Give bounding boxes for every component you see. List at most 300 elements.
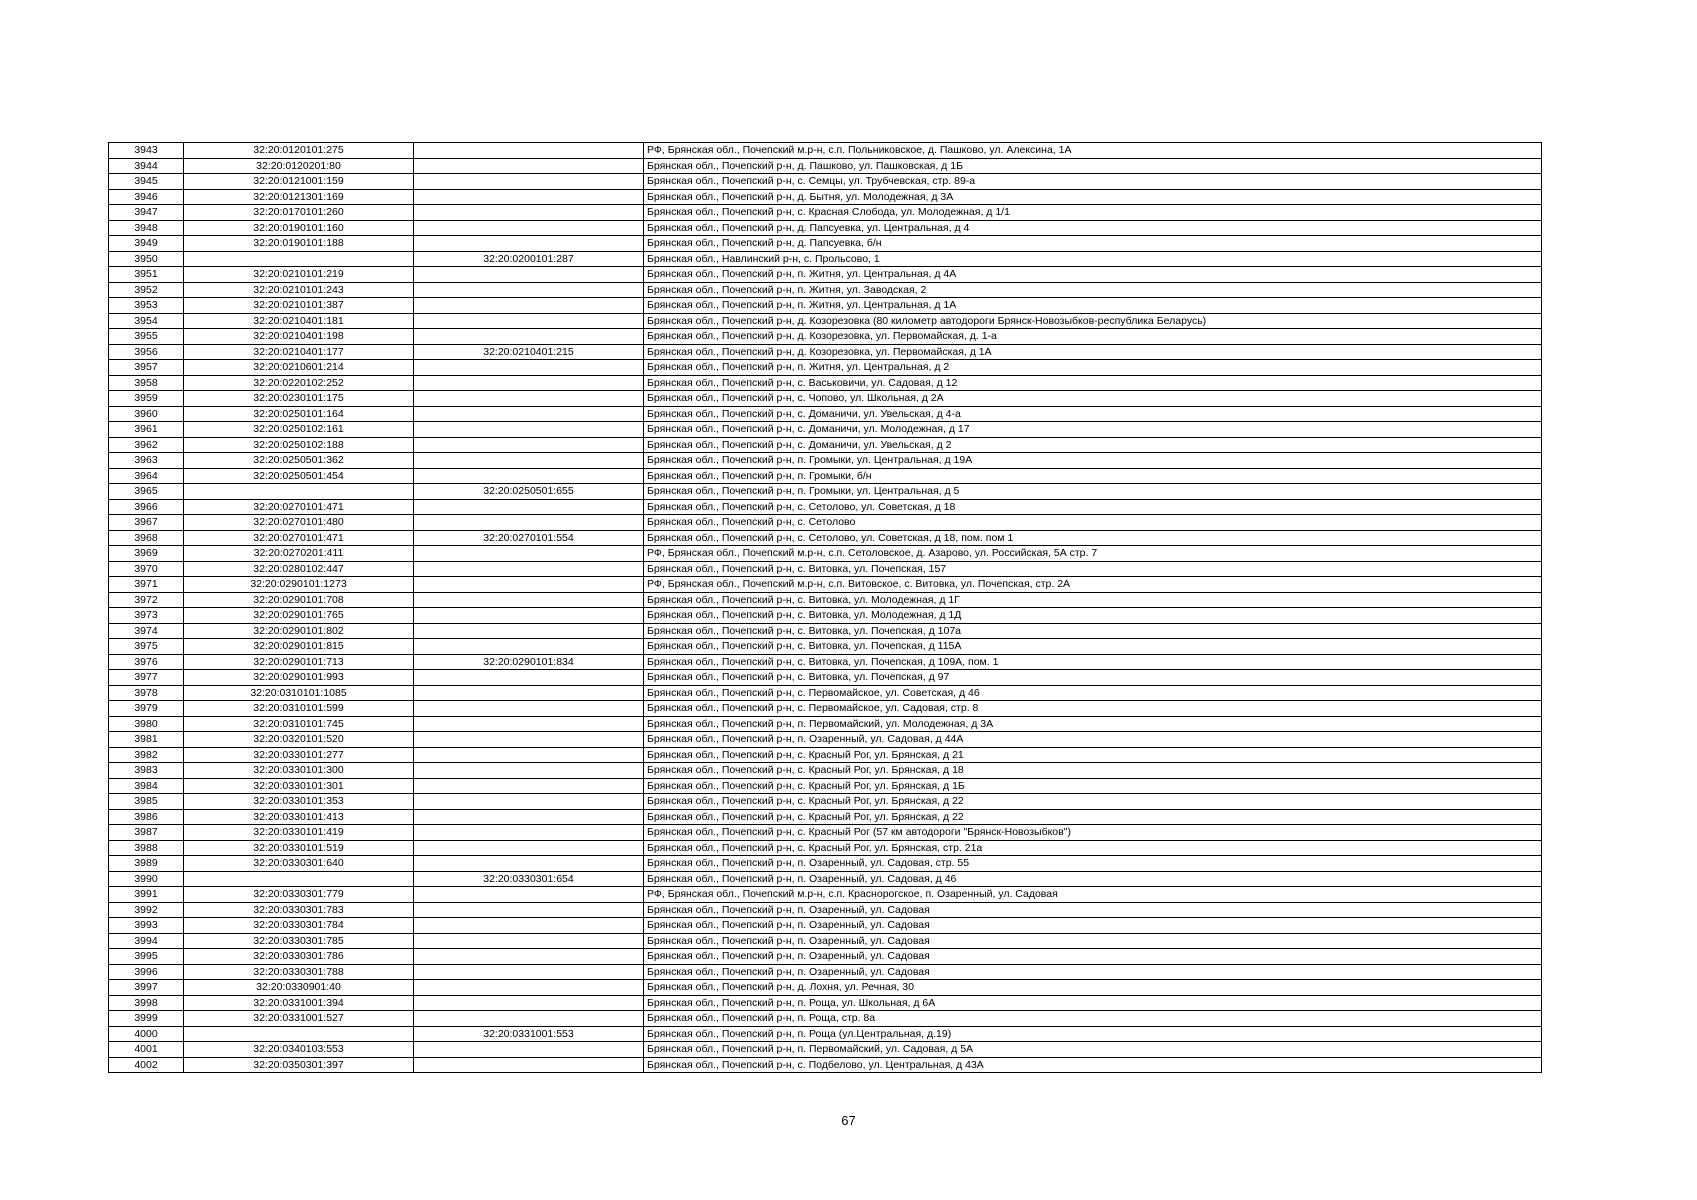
- address-cell: Брянская обл., Почепский р-н, п. Житня, ул. Заводская, 2: [644, 282, 1542, 298]
- table-row: [109, 654, 1542, 670]
- row-number-cell: 3983: [109, 763, 184, 779]
- second-cadastral-number-cell: [414, 468, 644, 484]
- cadastral-number-cell: 32:20:0190101:188: [184, 236, 414, 252]
- table-row: [109, 546, 1542, 562]
- cadastral-number-cell: 32:20:0310101:599: [184, 701, 414, 717]
- second-cadastral-number-cell: 32:20:0331001:553: [414, 1026, 644, 1042]
- cadastral-number-cell: 32:20:0120101:275: [184, 143, 414, 159]
- address-cell: Брянская обл., Почепский р-н, п. Озаренный, ул. Садовая, д 44А: [644, 732, 1542, 748]
- cadastral-number-cell: 32:20:0330101:353: [184, 794, 414, 810]
- address-cell: Брянская обл., Почепский р-н, п. Роща (ул.Центральная, д.19): [644, 1026, 1542, 1042]
- table-row: [109, 515, 1542, 531]
- table-row: [109, 344, 1542, 360]
- table-row: [109, 840, 1542, 856]
- cadastral-number-cell: 32:20:0330301:784: [184, 918, 414, 934]
- row-number-cell: 3959: [109, 391, 184, 407]
- row-number-cell: 3967: [109, 515, 184, 531]
- cadastral-number-cell: 32:20:0210101:243: [184, 282, 414, 298]
- row-number-cell: 3963: [109, 453, 184, 469]
- second-cadastral-number-cell: [414, 887, 644, 903]
- cadastral-number-cell: 32:20:0270101:480: [184, 515, 414, 531]
- second-cadastral-number-cell: [414, 406, 644, 422]
- address-cell: Брянская обл., Почепский р-н, д. Козорезовка, ул. Первомайская, д 1А: [644, 344, 1542, 360]
- table-row: [109, 592, 1542, 608]
- row-number-cell: 3993: [109, 918, 184, 934]
- row-number-cell: 3954: [109, 313, 184, 329]
- second-cadastral-number-cell: [414, 1057, 644, 1073]
- second-cadastral-number-cell: [414, 360, 644, 376]
- row-number-cell: 3965: [109, 484, 184, 500]
- row-number-cell: 3946: [109, 189, 184, 205]
- cadastral-number-cell: 32:20:0210601:214: [184, 360, 414, 376]
- row-number-cell: 3955: [109, 329, 184, 345]
- second-cadastral-number-cell: [414, 639, 644, 655]
- address-cell: Брянская обл., Почепский р-н, с. Доманичи, ул. Молодежная, д 17: [644, 422, 1542, 438]
- cadastral-number-cell: 32:20:0350301:397: [184, 1057, 414, 1073]
- address-cell: Брянская обл., Почепский р-н, п. Громыки, ул. Центральная, д 19А: [644, 453, 1542, 469]
- second-cadastral-number-cell: [414, 561, 644, 577]
- second-cadastral-number-cell: [414, 329, 644, 345]
- row-number-cell: 3972: [109, 592, 184, 608]
- address-cell: Брянская обл., Почепский р-н, д. Бытня, ул. Молодежная, д 3А: [644, 189, 1542, 205]
- address-cell: Брянская обл., Почепский р-н, с. Витовка, ул. Почепская, д 115А: [644, 639, 1542, 655]
- row-number-cell: 3966: [109, 499, 184, 515]
- cadastral-number-cell: 32:20:0290101:1273: [184, 577, 414, 593]
- address-cell: Брянская обл., Почепский р-н, п. Житня, ул. Центральная, д 1А: [644, 298, 1542, 314]
- address-cell: Брянская обл., Почепский р-н, с. Витовка, ул. Молодежная, д 1Г: [644, 592, 1542, 608]
- row-number-cell: 4000: [109, 1026, 184, 1042]
- table-row: [109, 995, 1542, 1011]
- row-number-cell: 3970: [109, 561, 184, 577]
- address-cell: Брянская обл., Почепский р-н, д. Пашково, ул. Пашковская, д 1Б: [644, 158, 1542, 174]
- cadastral-number-cell: 32:20:0290101:765: [184, 608, 414, 624]
- cadastral-number-cell: 32:20:0330301:779: [184, 887, 414, 903]
- row-number-cell: 3979: [109, 701, 184, 717]
- second-cadastral-number-cell: [414, 732, 644, 748]
- row-number-cell: 3974: [109, 623, 184, 639]
- address-cell: Брянская обл., Почепский р-н, п. Озаренный, ул. Садовая: [644, 949, 1542, 965]
- row-number-cell: 3976: [109, 654, 184, 670]
- row-number-cell: 3953: [109, 298, 184, 314]
- address-cell: РФ, Брянская обл., Почепский м.р-н, с.п. Витовское, с. Витовка, ул. Почепская, стр. 2А: [644, 577, 1542, 593]
- registry-table: [108, 142, 1542, 1073]
- table-row: [109, 205, 1542, 221]
- cadastral-number-cell: 32:20:0310101:745: [184, 716, 414, 732]
- row-number-cell: 3944: [109, 158, 184, 174]
- address-cell: Брянская обл., Почепский р-н, с. Красный Рог, ул. Брянская, д 18: [644, 763, 1542, 779]
- address-cell: Брянская обл., Почепский р-н, с. Сетолово, ул. Советская, д 18, пом. пом 1: [644, 530, 1542, 546]
- cadastral-number-cell: 32:20:0230101:175: [184, 391, 414, 407]
- row-number-cell: 3962: [109, 437, 184, 453]
- table-row: [109, 794, 1542, 810]
- row-number-cell: 3956: [109, 344, 184, 360]
- table-row: [109, 670, 1542, 686]
- address-cell: Брянская обл., Почепский р-н, п. Озаренный, ул. Садовая, стр. 55: [644, 856, 1542, 872]
- address-cell: Брянская обл., Почепский р-н, п. Озаренный, ул. Садовая: [644, 964, 1542, 980]
- address-cell: Брянская обл., Почепский р-н, п. Житня, ул. Центральная, д 4А: [644, 267, 1542, 283]
- address-cell: РФ, Брянская обл., Почепский м.р-н, с.п. Краснорогское, п. Озаренный, ул. Садовая: [644, 887, 1542, 903]
- table-row: [109, 220, 1542, 236]
- address-cell: Брянская обл., Почепский р-н, с. Подбелово, ул. Центральная, д 43А: [644, 1057, 1542, 1073]
- table-row: [109, 918, 1542, 934]
- second-cadastral-number-cell: [414, 375, 644, 391]
- table-row: [109, 1026, 1542, 1042]
- second-cadastral-number-cell: [414, 902, 644, 918]
- row-number-cell: 3985: [109, 794, 184, 810]
- cadastral-number-cell: 32:20:0330101:419: [184, 825, 414, 841]
- address-cell: Брянская обл., Почепский р-н, п. Озаренный, ул. Садовая: [644, 902, 1542, 918]
- table-row: [109, 747, 1542, 763]
- cadastral-number-cell: 32:20:0250102:161: [184, 422, 414, 438]
- cadastral-number-cell: 32:20:0210401:181: [184, 313, 414, 329]
- table-row: [109, 1011, 1542, 1027]
- second-cadastral-number-cell: 32:20:0290101:834: [414, 654, 644, 670]
- table-row: [109, 933, 1542, 949]
- address-cell: Брянская обл., Почепский р-н, с. Сетолово, ул. Советская, д 18: [644, 499, 1542, 515]
- row-number-cell: 3951: [109, 267, 184, 283]
- second-cadastral-number-cell: [414, 825, 644, 841]
- row-number-cell: 3949: [109, 236, 184, 252]
- row-number-cell: 3977: [109, 670, 184, 686]
- table-row: [109, 360, 1542, 376]
- cadastral-number-cell: 32:20:0270101:471: [184, 530, 414, 546]
- cadastral-number-cell: 32:20:0170101:260: [184, 205, 414, 221]
- address-cell: Брянская обл., Почепский р-н, с. Витовка, ул. Почепская, 157: [644, 561, 1542, 577]
- address-cell: Брянская обл., Почепский р-н, с. Первомайское, ул. Советская, д 46: [644, 685, 1542, 701]
- row-number-cell: 3957: [109, 360, 184, 376]
- table-row: [109, 422, 1542, 438]
- cadastral-number-cell: 32:20:0210401:198: [184, 329, 414, 345]
- second-cadastral-number-cell: [414, 220, 644, 236]
- cadastral-number-cell: 32:20:0290101:802: [184, 623, 414, 639]
- table-row: [109, 313, 1542, 329]
- cadastral-number-cell: 32:20:0290101:713: [184, 654, 414, 670]
- table-row: [109, 453, 1542, 469]
- address-cell: Брянская обл., Почепский р-н, с. Красный Рог, ул. Брянская, д 21: [644, 747, 1542, 763]
- address-cell: Брянская обл., Почепский р-н, п. Первомайский, ул. Садовая, д 5А: [644, 1042, 1542, 1058]
- row-number-cell: 3994: [109, 933, 184, 949]
- address-cell: Брянская обл., Почепский р-н, с. Красный Рог, ул. Брянская, д 22: [644, 794, 1542, 810]
- table-row: [109, 639, 1542, 655]
- row-number-cell: 3990: [109, 871, 184, 887]
- address-cell: Брянская обл., Почепский р-н, п. Роща, стр. 8а: [644, 1011, 1542, 1027]
- cadastral-number-cell: 32:20:0310101:1085: [184, 685, 414, 701]
- table-row: [109, 391, 1542, 407]
- address-cell: Брянская обл., Почепский р-н, с. Витовка, ул. Молодежная, д 1Д: [644, 608, 1542, 624]
- address-cell: Брянская обл., Почепский р-н, с. Витовка, ул. Почепская, д 97: [644, 670, 1542, 686]
- address-cell: Брянская обл., Почепский р-н, с. Доманичи, ул. Увельская, д 4-а: [644, 406, 1542, 422]
- table-row: [109, 685, 1542, 701]
- cadastral-number-cell: 32:20:0210101:219: [184, 267, 414, 283]
- row-number-cell: 3980: [109, 716, 184, 732]
- table-row: [109, 887, 1542, 903]
- table-row: [109, 964, 1542, 980]
- address-cell: Брянская обл., Почепский р-н, д. Папсуевка, б/н: [644, 236, 1542, 252]
- address-cell: Брянская обл., Почепский р-н, с. Чопово, ул. Школьная, д 2А: [644, 391, 1542, 407]
- row-number-cell: 3968: [109, 530, 184, 546]
- table-row: [109, 1057, 1542, 1073]
- row-number-cell: 3991: [109, 887, 184, 903]
- second-cadastral-number-cell: [414, 236, 644, 252]
- second-cadastral-number-cell: [414, 143, 644, 159]
- second-cadastral-number-cell: [414, 453, 644, 469]
- second-cadastral-number-cell: [414, 205, 644, 221]
- cadastral-number-cell: 32:20:0280102:447: [184, 561, 414, 577]
- table-row: [109, 251, 1542, 267]
- row-number-cell: 3948: [109, 220, 184, 236]
- second-cadastral-number-cell: [414, 298, 644, 314]
- second-cadastral-number-cell: [414, 716, 644, 732]
- row-number-cell: 3982: [109, 747, 184, 763]
- table-row: [109, 329, 1542, 345]
- table-row: [109, 732, 1542, 748]
- cadastral-number-cell: [184, 1026, 414, 1042]
- table-row: [109, 856, 1542, 872]
- address-cell: Брянская обл., Почепский р-н, с. Сетолово: [644, 515, 1542, 531]
- row-number-cell: 4002: [109, 1057, 184, 1073]
- row-number-cell: 3950: [109, 251, 184, 267]
- table-row: [109, 375, 1542, 391]
- second-cadastral-number-cell: [414, 809, 644, 825]
- second-cadastral-number-cell: 32:20:0210401:215: [414, 344, 644, 360]
- table-row: [109, 530, 1542, 546]
- table-row: [109, 236, 1542, 252]
- address-cell: Брянская обл., Почепский р-н, д. Лохня, ул. Речная, 30: [644, 980, 1542, 996]
- second-cadastral-number-cell: [414, 158, 644, 174]
- cadastral-number-cell: [184, 484, 414, 500]
- address-cell: Брянская обл., Почепский р-н, п. Житня, ул. Центральная, д 2: [644, 360, 1542, 376]
- address-cell: Брянская обл., Почепский р-н, с. Красная Слобода, ул. Молодежная, д 1/1: [644, 205, 1542, 221]
- row-number-cell: 3958: [109, 375, 184, 391]
- second-cadastral-number-cell: [414, 313, 644, 329]
- second-cadastral-number-cell: [414, 995, 644, 1011]
- second-cadastral-number-cell: [414, 592, 644, 608]
- table-row: [109, 701, 1542, 717]
- address-cell: РФ, Брянская обл., Почепский м.р-н, с.п. Сетоловское, д. Азарово, ул. Российская, 5А стр. 7: [644, 546, 1542, 562]
- table-row: [109, 809, 1542, 825]
- second-cadastral-number-cell: [414, 437, 644, 453]
- second-cadastral-number-cell: [414, 282, 644, 298]
- row-number-cell: 3986: [109, 809, 184, 825]
- row-number-cell: 3971: [109, 577, 184, 593]
- cadastral-number-cell: 32:20:0330301:640: [184, 856, 414, 872]
- table-row: [109, 499, 1542, 515]
- table-row: [109, 484, 1542, 500]
- cadastral-number-cell: 32:20:0340103:553: [184, 1042, 414, 1058]
- second-cadastral-number-cell: 32:20:0200101:287: [414, 251, 644, 267]
- table-row: [109, 763, 1542, 779]
- cadastral-number-cell: 32:20:0250101:164: [184, 406, 414, 422]
- cadastral-number-cell: 32:20:0330301:783: [184, 902, 414, 918]
- cadastral-number-cell: 32:20:0210401:177: [184, 344, 414, 360]
- row-number-cell: 3960: [109, 406, 184, 422]
- address-cell: Брянская обл., Почепский р-н, п. Роща, ул. Школьная, д 6А: [644, 995, 1542, 1011]
- address-cell: Брянская обл., Почепский р-н, с. Семцы, ул. Трубчевская, стр. 89-а: [644, 174, 1542, 190]
- second-cadastral-number-cell: [414, 546, 644, 562]
- second-cadastral-number-cell: [414, 964, 644, 980]
- address-cell: Брянская обл., Почепский р-н, с. Васьковичи, ул. Садовая, д 12: [644, 375, 1542, 391]
- cadastral-number-cell: 32:20:0331001:394: [184, 995, 414, 1011]
- row-number-cell: 3975: [109, 639, 184, 655]
- row-number-cell: 3987: [109, 825, 184, 841]
- table-row: [109, 825, 1542, 841]
- row-number-cell: 4001: [109, 1042, 184, 1058]
- cadastral-number-cell: 32:20:0220102:252: [184, 375, 414, 391]
- row-number-cell: 3981: [109, 732, 184, 748]
- address-cell: Брянская обл., Почепский р-н, п. Громыки, ул. Центральная, д 5: [644, 484, 1542, 500]
- second-cadastral-number-cell: [414, 918, 644, 934]
- table-row: [109, 143, 1542, 159]
- row-number-cell: 3969: [109, 546, 184, 562]
- table-row: [109, 902, 1542, 918]
- second-cadastral-number-cell: [414, 499, 644, 515]
- address-cell: Брянская обл., Почепский р-н, с. Первомайское, ул. Садовая, стр. 8: [644, 701, 1542, 717]
- table-row: [109, 716, 1542, 732]
- second-cadastral-number-cell: [414, 577, 644, 593]
- cadastral-number-cell: [184, 251, 414, 267]
- address-cell: Брянская обл., Почепский р-н, с. Витовка, ул. Почепская, д 109А, пом. 1: [644, 654, 1542, 670]
- table-row: [109, 267, 1542, 283]
- cadastral-number-cell: [184, 871, 414, 887]
- cadastral-number-cell: 32:20:0330101:300: [184, 763, 414, 779]
- row-number-cell: 3943: [109, 143, 184, 159]
- second-cadastral-number-cell: [414, 189, 644, 205]
- second-cadastral-number-cell: [414, 670, 644, 686]
- cadastral-number-cell: 32:20:0270101:471: [184, 499, 414, 515]
- second-cadastral-number-cell: [414, 778, 644, 794]
- table-row: [109, 189, 1542, 205]
- row-number-cell: 3973: [109, 608, 184, 624]
- table-row: [109, 623, 1542, 639]
- address-cell: Брянская обл., Почепский р-н, п. Озаренный, ул. Садовая: [644, 933, 1542, 949]
- cadastral-number-cell: 32:20:0330101:519: [184, 840, 414, 856]
- address-cell: Брянская обл., Почепский р-н, п. Озаренный, ул. Садовая, д 46: [644, 871, 1542, 887]
- table-row: [109, 1042, 1542, 1058]
- table-row: [109, 298, 1542, 314]
- second-cadastral-number-cell: [414, 623, 644, 639]
- table-row: [109, 174, 1542, 190]
- second-cadastral-number-cell: [414, 933, 644, 949]
- cadastral-number-cell: 32:20:0330301:786: [184, 949, 414, 965]
- second-cadastral-number-cell: [414, 391, 644, 407]
- table-row: [109, 468, 1542, 484]
- address-cell: Брянская обл., Почепский р-н, с. Красный Рог, ул. Брянская, д 22: [644, 809, 1542, 825]
- row-number-cell: 3984: [109, 778, 184, 794]
- table-row: [109, 577, 1542, 593]
- second-cadastral-number-cell: [414, 1011, 644, 1027]
- address-cell: Брянская обл., Почепский р-н, д. Папсуевка, ул. Центральная, д 4: [644, 220, 1542, 236]
- row-number-cell: 3999: [109, 1011, 184, 1027]
- row-number-cell: 3989: [109, 856, 184, 872]
- cadastral-number-cell: 32:20:0290101:815: [184, 639, 414, 655]
- cadastral-number-cell: 32:20:0190101:160: [184, 220, 414, 236]
- second-cadastral-number-cell: [414, 840, 644, 856]
- second-cadastral-number-cell: [414, 422, 644, 438]
- address-cell: Брянская обл., Навлинский р-н, с. Прольсово, 1: [644, 251, 1542, 267]
- second-cadastral-number-cell: [414, 856, 644, 872]
- row-number-cell: 3945: [109, 174, 184, 190]
- second-cadastral-number-cell: [414, 949, 644, 965]
- cadastral-number-cell: 32:20:0270201:411: [184, 546, 414, 562]
- cadastral-number-cell: 32:20:0320101:520: [184, 732, 414, 748]
- second-cadastral-number-cell: [414, 763, 644, 779]
- second-cadastral-number-cell: [414, 608, 644, 624]
- second-cadastral-number-cell: 32:20:0250501:655: [414, 484, 644, 500]
- second-cadastral-number-cell: [414, 701, 644, 717]
- address-cell: Брянская обл., Почепский р-н, п. Громыки, б/н: [644, 468, 1542, 484]
- table-row: [109, 980, 1542, 996]
- row-number-cell: 3947: [109, 205, 184, 221]
- table-row: [109, 778, 1542, 794]
- row-number-cell: 3996: [109, 964, 184, 980]
- table-row: [109, 406, 1542, 422]
- address-cell: Брянская обл., Почепский р-н, п. Озаренный, ул. Садовая: [644, 918, 1542, 934]
- address-cell: Брянская обл., Почепский р-н, с. Красный Рог, ул. Брянская, д 1Б: [644, 778, 1542, 794]
- cadastral-number-cell: 32:20:0330101:277: [184, 747, 414, 763]
- table-row: [109, 949, 1542, 965]
- second-cadastral-number-cell: [414, 685, 644, 701]
- cadastral-number-cell: 32:20:0120201:80: [184, 158, 414, 174]
- address-cell: Брянская обл., Почепский р-н, с. Доманичи, ул. Увельская, д 2: [644, 437, 1542, 453]
- row-number-cell: 3988: [109, 840, 184, 856]
- cadastral-number-cell: 32:20:0250501:362: [184, 453, 414, 469]
- row-number-cell: 3964: [109, 468, 184, 484]
- row-number-cell: 3992: [109, 902, 184, 918]
- row-number-cell: 3997: [109, 980, 184, 996]
- table-row: [109, 871, 1542, 887]
- address-cell: Брянская обл., Почепский р-н, с. Витовка, ул. Почепская, д 107а: [644, 623, 1542, 639]
- second-cadastral-number-cell: 32:20:0270101:554: [414, 530, 644, 546]
- second-cadastral-number-cell: [414, 174, 644, 190]
- second-cadastral-number-cell: [414, 267, 644, 283]
- cadastral-number-cell: 32:20:0330301:785: [184, 933, 414, 949]
- table-row: [109, 608, 1542, 624]
- cadastral-number-cell: 32:20:0331001:527: [184, 1011, 414, 1027]
- table-row: [109, 561, 1542, 577]
- second-cadastral-number-cell: [414, 515, 644, 531]
- second-cadastral-number-cell: [414, 980, 644, 996]
- row-number-cell: 3998: [109, 995, 184, 1011]
- cadastral-number-cell: 32:20:0290101:708: [184, 592, 414, 608]
- cadastral-number-cell: 32:20:0121001:159: [184, 174, 414, 190]
- address-cell: Брянская обл., Почепский р-н, д. Козорезовка, ул. Первомайская, д. 1-а: [644, 329, 1542, 345]
- address-cell: Брянская обл., Почепский р-н, с. Красный Рог (57 км автодороги "Брянск-Новозыбков"): [644, 825, 1542, 841]
- row-number-cell: 3995: [109, 949, 184, 965]
- address-cell: Брянская обл., Почепский р-н, с. Красный Рог, ул. Брянская, стр. 21а: [644, 840, 1542, 856]
- cadastral-number-cell: 32:20:0290101:993: [184, 670, 414, 686]
- row-number-cell: 3978: [109, 685, 184, 701]
- second-cadastral-number-cell: [414, 747, 644, 763]
- cadastral-number-cell: 32:20:0330101:301: [184, 778, 414, 794]
- second-cadastral-number-cell: [414, 794, 644, 810]
- address-cell: РФ, Брянская обл., Почепский м.р-н, с.п. Польниковское, д. Пашково, ул. Алексина, 1А: [644, 143, 1542, 159]
- table-row: [109, 158, 1542, 174]
- table-row: [109, 282, 1542, 298]
- page-number: 67: [841, 1113, 856, 1128]
- cadastral-number-cell: 32:20:0250102:188: [184, 437, 414, 453]
- cadastral-number-cell: 32:20:0210101:387: [184, 298, 414, 314]
- table-row: [109, 437, 1542, 453]
- second-cadastral-number-cell: 32:20:0330301:654: [414, 871, 644, 887]
- address-cell: Брянская обл., Почепский р-н, п. Первомайский, ул. Молодежная, д 3А: [644, 716, 1542, 732]
- row-number-cell: 3952: [109, 282, 184, 298]
- cadastral-number-cell: 32:20:0250501:454: [184, 468, 414, 484]
- cadastral-number-cell: 32:20:0121301:169: [184, 189, 414, 205]
- row-number-cell: 3961: [109, 422, 184, 438]
- cadastral-number-cell: 32:20:0330901:40: [184, 980, 414, 996]
- table-body: [109, 143, 1542, 1073]
- cadastral-number-cell: 32:20:0330301:788: [184, 964, 414, 980]
